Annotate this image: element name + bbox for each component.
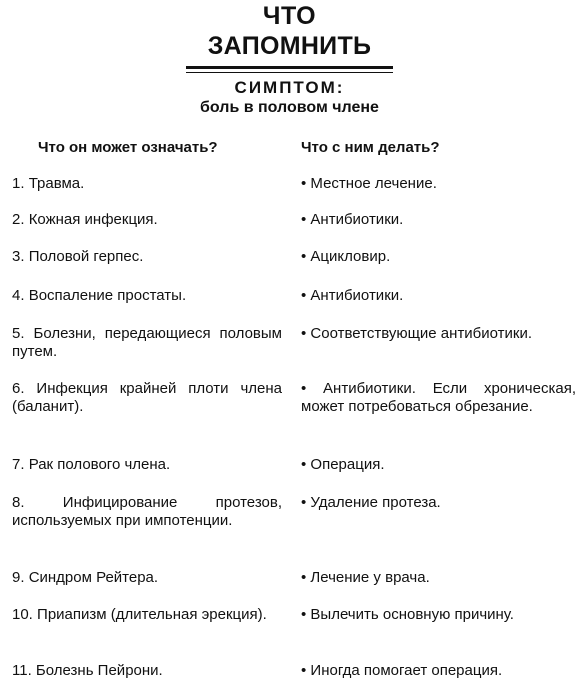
column-header-actions: Что с ним делать?: [301, 139, 440, 156]
row-number: 3.: [12, 248, 25, 265]
action-text: • Соответствующие антибиотики.: [301, 325, 533, 342]
action-text: • Антибиотики.: [301, 211, 404, 228]
cause-text: [12, 606, 282, 624]
cause-label: Инфекция крайней плоти члена (баланит).: [12, 380, 282, 415]
row-number: 4.: [12, 287, 25, 304]
header-title-line1: ЧТО: [262, 2, 317, 30]
cause-text: [12, 569, 282, 587]
title-rule-thin: [186, 72, 393, 73]
row-number: 6.: [12, 380, 25, 397]
cause-label: Болезнь Пейрони.: [35, 662, 163, 679]
row-number: 10.: [12, 606, 33, 623]
row-number: 7.: [12, 456, 25, 473]
row-number: 5.: [12, 325, 25, 342]
cause-label: Кожная инфекция.: [28, 211, 158, 228]
cause-text: [12, 248, 282, 266]
cause-text: [12, 494, 282, 530]
cause-text: [12, 211, 282, 229]
column-header-causes: Что он может означать?: [38, 139, 218, 156]
cause-text: [12, 325, 282, 361]
cause-label: Рак полового члена.: [28, 456, 171, 473]
row-number: 8.: [12, 494, 25, 511]
cause-text: [12, 287, 282, 305]
cause-text: [12, 456, 282, 474]
action-text: • Операция.: [301, 456, 385, 473]
row-number: 1.: [12, 175, 25, 192]
row-number: 9.: [12, 569, 25, 586]
cause-label: Инфицирование протезов, используемых при импотенции.: [12, 494, 283, 529]
row-number: 2.: [12, 211, 25, 228]
action-text: • Иногда помогает операция.: [301, 662, 503, 679]
cause-text: [12, 662, 282, 680]
action-text: • Удаление протеза.: [301, 494, 441, 511]
action-text: • Лечение у врача.: [301, 569, 430, 586]
action-text: • Антибиотики.: [301, 287, 404, 304]
symptom-text: боль в половом члене: [200, 99, 379, 116]
row-number: 11.: [12, 662, 32, 679]
action-text: • Ацикловир.: [301, 248, 391, 265]
cause-label: Синдром Рейтера.: [28, 569, 159, 586]
cause-label: Болезни, передающиеся половым путем.: [12, 325, 282, 360]
symptom-label: СИМПТОМ:: [234, 78, 345, 97]
cause-label: Травма.: [28, 175, 85, 192]
header-title-line2: ЗАПОМНИТЬ: [207, 32, 372, 60]
action-text: • Местное лечение.: [301, 175, 437, 192]
cause-text: [12, 175, 282, 193]
cause-label: Половой герпес.: [28, 248, 144, 265]
title-rule-thick: [186, 66, 393, 69]
action-text: • Вылечить основную причину.: [301, 606, 514, 623]
cause-label: Приапизм (длительная эрекция).: [37, 606, 267, 623]
cause-text: [12, 380, 282, 416]
cause-label: Воспаление простаты.: [28, 287, 187, 304]
action-text: • Антибиотики. Если хроническая, может потребоваться обрезание.: [301, 380, 576, 415]
